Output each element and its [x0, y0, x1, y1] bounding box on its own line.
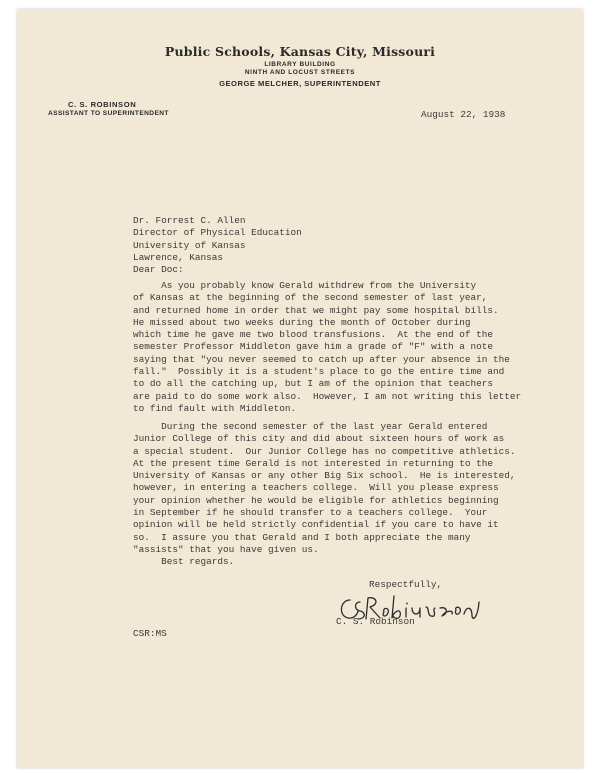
- sender-name: C. S. ROBINSON: [68, 100, 137, 109]
- body-line: to do all the catching up, but I am of the opinion that teachers: [133, 378, 494, 390]
- body-line: and returned home in order that we might pay some hospital bills.: [133, 304, 499, 316]
- body-line: Junior College of this city and did about sixteen hours of work as: [133, 433, 505, 445]
- recipient-line: Director of Physical Education: [133, 227, 302, 239]
- body-line: During the second semester of the last year Gerald entered: [133, 421, 488, 432]
- body-line: to find fault with Middleton.: [133, 402, 297, 414]
- reference-initials: CSR:MS: [133, 628, 167, 639]
- closing-best-regards: Best regards.: [133, 556, 235, 567]
- typed-signature-name: C. S. Robinson: [336, 616, 415, 627]
- body-line: At the present time Gerald is not interested in returning to the: [133, 457, 494, 469]
- recipient-line: Lawrence, Kansas: [133, 251, 224, 263]
- letterhead-street: NINTH AND LOCUST STREETS: [244, 69, 356, 76]
- body-line: opinion will be held strictly confidential if you care to have it: [133, 519, 499, 531]
- sender-title: ASSISTANT TO SUPERINTENDENT: [48, 110, 169, 117]
- body-line: so. I assure you that Gerald and I both appreciate the many: [133, 531, 471, 543]
- body-line: "assists" that you have given us.: [133, 543, 319, 555]
- complimentary-close: Respectfully,: [369, 579, 443, 590]
- body-line: University of Kansas or any other Big Six school. He is interested,: [133, 470, 516, 482]
- recipient-address: [133, 215, 302, 264]
- salutation: Dear Doc:: [133, 264, 184, 275]
- body-line: however, in entering a teachers college. Will you please express: [133, 482, 499, 494]
- body-line: of Kansas at the beginning of the second semester of last year,: [133, 292, 488, 304]
- recipient-line: University of Kansas: [133, 239, 246, 251]
- body-line: semester Professor Middleton gave him a grade of "F" with a note: [133, 341, 494, 353]
- body-paragraph-1: [133, 280, 521, 415]
- body-line: your opinion whether he would be eligible for athletics beginning: [133, 494, 499, 506]
- body-line: saying that "you never seemed to catch up after your absence in the: [133, 353, 510, 365]
- body-line: a special student. Our Junior College has no competitive athletics.: [133, 445, 516, 457]
- recipient-line: Dr. Forrest C. Allen: [133, 215, 246, 226]
- body-line: in September if he should transfer to a teachers college. Your: [133, 507, 488, 519]
- body-paragraph-2: [133, 421, 516, 556]
- body-line: are paid to do some work also. However, I am not writing this letter: [133, 390, 522, 402]
- letterhead-superintendent: GEORGE MELCHER, SUPERINTENDENT: [219, 79, 381, 88]
- letterhead-org: Public Schools, Kansas City, Missouri: [164, 44, 436, 59]
- letterhead-building: LIBRARY BUILDING: [264, 61, 336, 68]
- body-line: which time he gave me two blood transfusions. At the end of the: [133, 329, 494, 341]
- body-line: fall." Possibly it is a student's place to go the entire time and: [133, 366, 505, 378]
- body-line: He missed about two weeks during the month of October during: [133, 316, 471, 328]
- letter-date: August 22, 1938: [421, 109, 506, 120]
- body-line: As you probably know Gerald withdrew from the University: [133, 280, 477, 291]
